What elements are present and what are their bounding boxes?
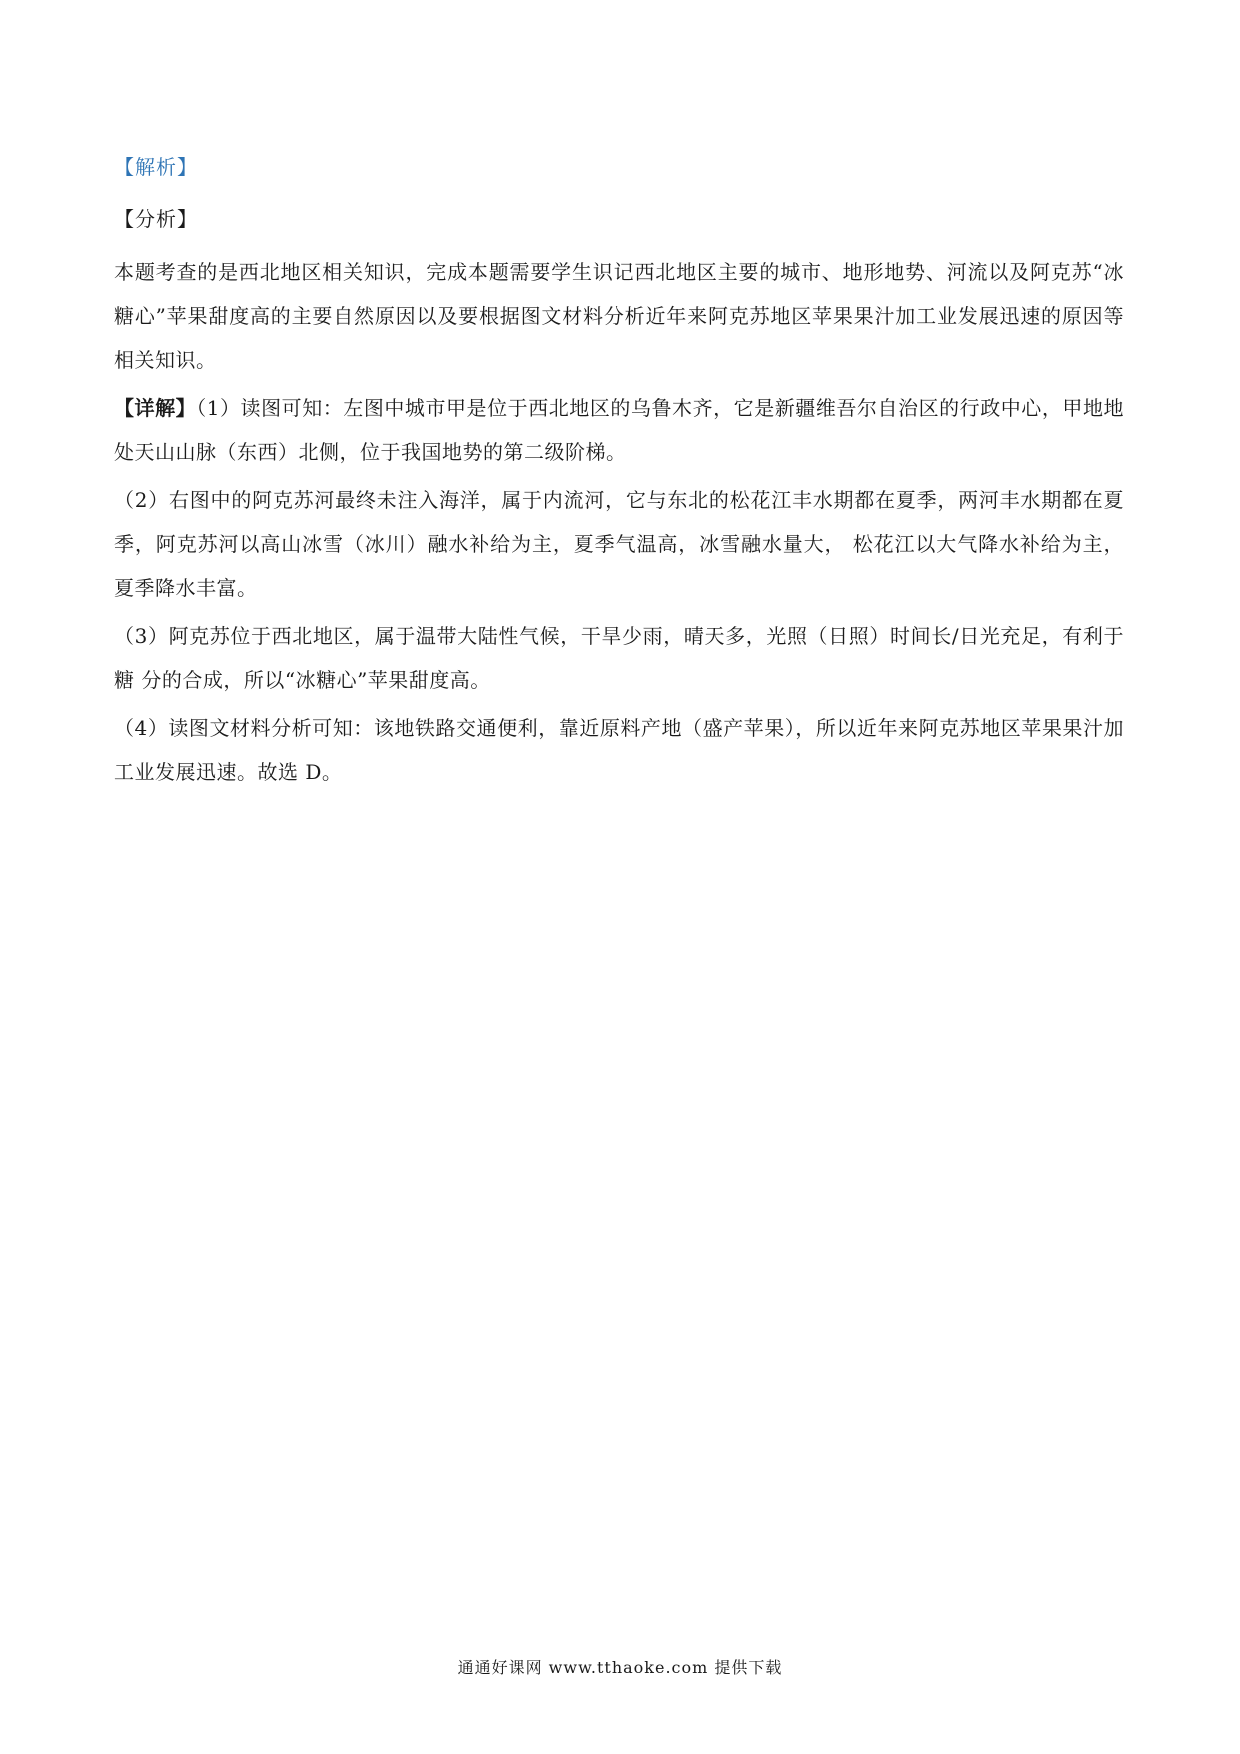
document-content	[114, 152, 1124, 798]
xiangjie-paragraph-3: （3）阿克苏位于西北地区，属于温带大陆性气候，干旱少雨，晴天多，光照（日照）时间长/日光充足，有利于糖 分的合成，所以“冰糖心”苹果甜度高。	[114, 624, 1124, 692]
xiangjie-text-1: （1）读图可知：左图中城市甲是位于西北地区的乌鲁木齐，它是新疆维吾尔自治区的行政中心，甲地地处天山山脉（东西）北侧，位于我国地势的第二级阶梯。	[114, 396, 1124, 464]
jiexi-heading: 【解析】	[114, 155, 198, 179]
xiangjie-label: 【详解】	[114, 396, 197, 420]
fenxi-paragraph: 本题考查的是西北地区相关知识，完成本题需要学生识记西北地区主要的城市、地形地势、河流以及阿克苏“冰糖心”苹果甜度高的主要自然原因以及要根据图文材料分析近年来阿克苏地区苹果果汁加工业发展迅速的原因等相关知识。	[114, 260, 1124, 372]
xiangjie-paragraph-4: （4）读图文材料分析可知：该地铁路交通便利，靠近原料产地（盛产苹果），所以近年来阿克苏地区苹果果汁加工业发展迅速。故选 D。	[114, 716, 1124, 784]
xiangjie-paragraph-2: （2）右图中的阿克苏河最终未注入海洋，属于内流河，它与东北的松花江丰水期都在夏季，两河丰水期都在夏季，阿克苏河以高山冰雪（冰川）融水补给为主，夏季气温高，冰雪融水量大， 松花江以大气降水补给为主，夏季降水丰富。	[114, 488, 1124, 600]
page-footer: 通通好课网 www.tthaoke.com 提供下载	[457, 1658, 783, 1677]
fenxi-heading: 【分析】	[114, 207, 198, 231]
xiangjie-paragraph-1	[114, 386, 1124, 474]
